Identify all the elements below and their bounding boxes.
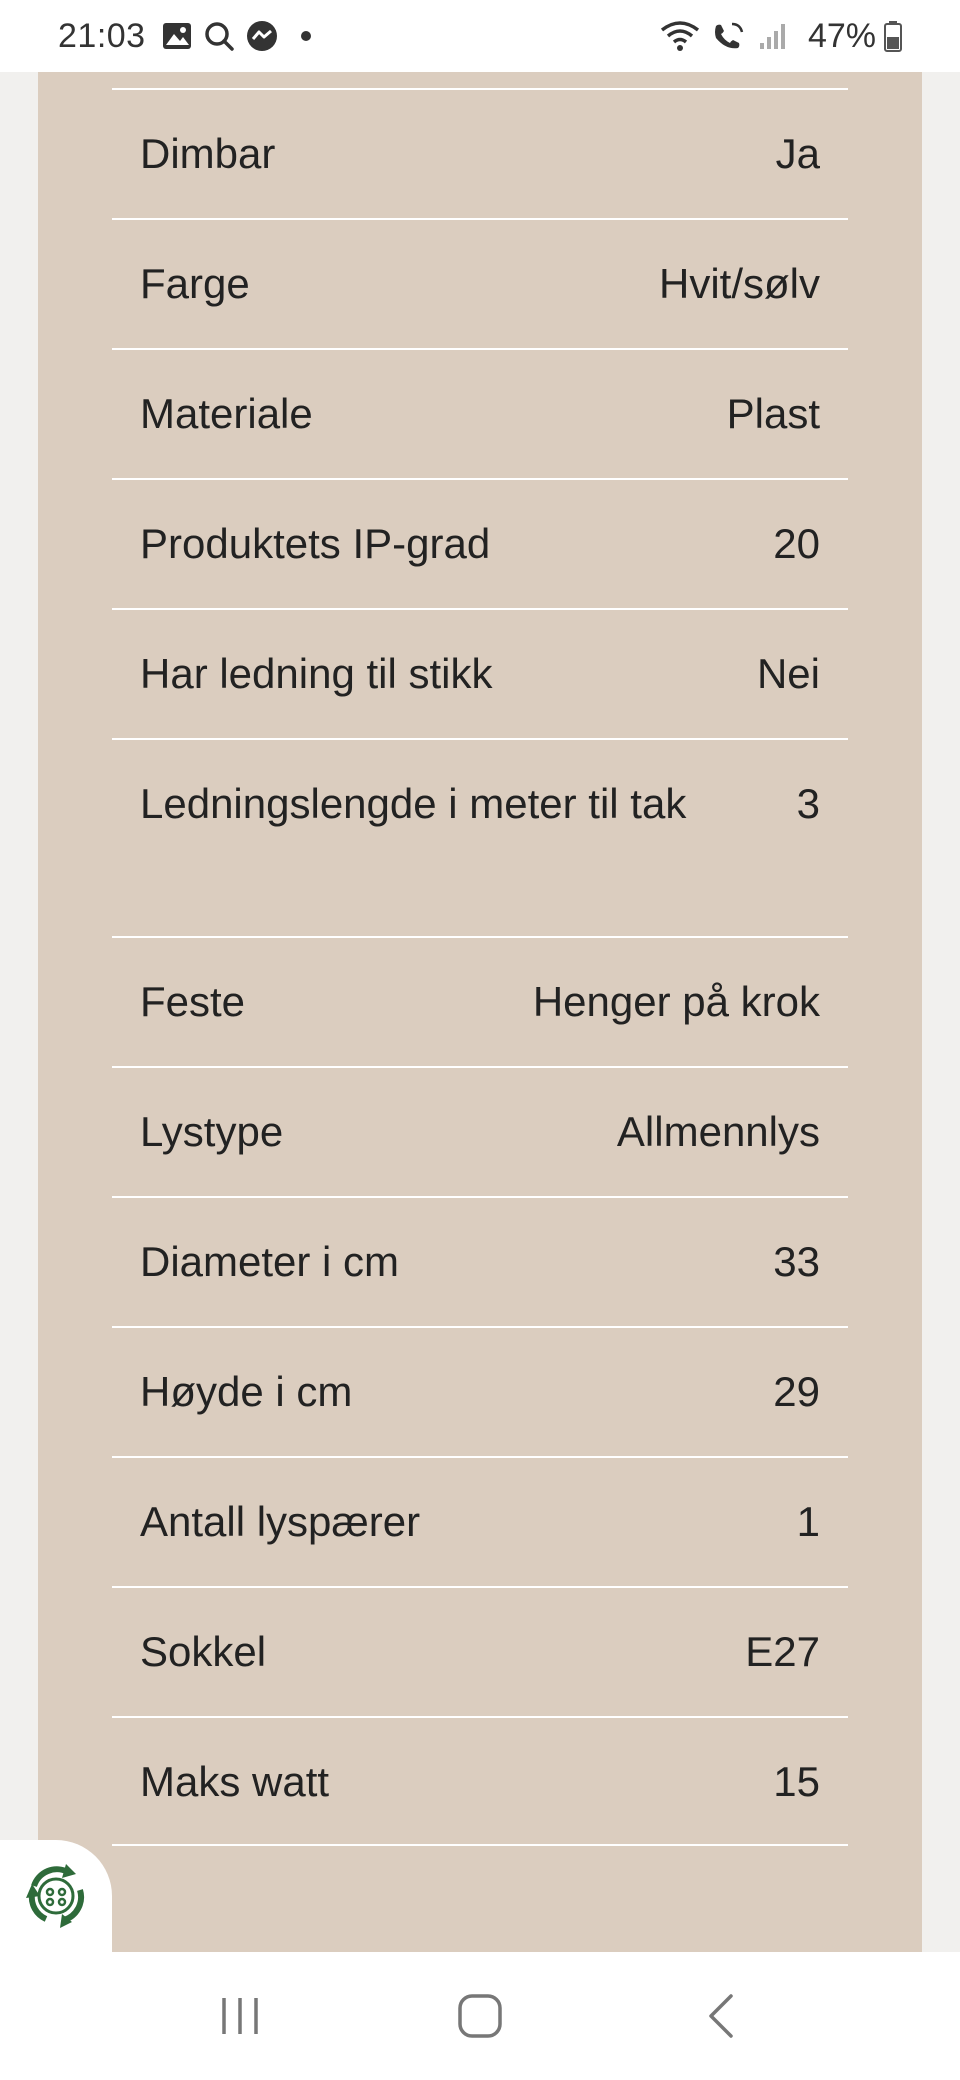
status-time: 21:03 [58,16,146,55]
back-icon [705,1993,735,2039]
spec-row [112,1586,848,1716]
spec-value: 3 [796,780,820,827]
back-button[interactable] [660,1976,780,2056]
spec-label: Produktets IP-grad [140,520,491,567]
spec-value: E27 [745,1628,820,1675]
spec-row [112,348,848,478]
spec-label: Høyde i cm [140,1368,353,1415]
home-icon [457,1993,503,2039]
wifi-calling-icon [712,20,746,52]
spec-row [112,936,848,1066]
spec-value: 29 [773,1368,820,1415]
spec-row [112,478,848,608]
spec-label: Antall lyspærer [140,1498,421,1545]
spec-label: Farge [140,260,250,307]
signal-icon [758,21,788,51]
product-spec-panel [38,72,922,1952]
spec-label: Dimbar [140,130,276,177]
spec-row [112,608,848,738]
spec-label: Diameter i cm [140,1238,400,1285]
spec-label: Har ledning til stikk [140,650,493,697]
recent-apps-icon [218,1996,262,2036]
spec-row [112,1716,848,1846]
search-icon [204,21,234,51]
spec-value: Nei [756,650,820,697]
spec-row [112,88,848,218]
spec-value: 33 [773,1238,820,1285]
spec-value: Henger på krok [532,978,820,1025]
spec-label: Feste [140,978,246,1025]
messenger-icon [246,20,278,52]
spec-row [112,738,848,936]
spec-row [112,1326,848,1456]
spec-label: Lystype [140,1108,284,1155]
home-button[interactable] [420,1976,540,2056]
gallery-icon [162,22,192,50]
recycle-badge[interactable] [0,1840,112,1952]
spec-row [112,1066,848,1196]
navigation-bar [0,1952,960,2080]
spec-value: 1 [796,1498,820,1545]
spec-value: Allmennlys [616,1108,820,1155]
spec-row [112,1196,848,1326]
spec-value: 20 [773,520,820,567]
spec-value: 15 [773,1758,820,1805]
spec-value: Ja [775,130,820,177]
spec-label: Maks watt [140,1758,330,1805]
spec-row [112,1456,848,1586]
recycle-icon [16,1856,96,1936]
spec-label: Materiale [140,390,313,437]
spec-value: Plast [726,390,820,437]
battery-percentage: 47% [807,16,876,55]
spec-label: Sokkel [140,1628,267,1675]
dot-icon [300,30,312,42]
status-bar [0,0,960,72]
spec-value: Hvit/sølv [659,260,820,307]
status-right [660,17,902,56]
wifi-icon [660,20,700,52]
status-left [58,17,324,56]
spec-list [112,88,848,1846]
recent-apps-button[interactable] [180,1976,300,2056]
spec-label: Ledningslengde i meter til tak [140,780,687,827]
battery-icon [884,20,902,52]
spec-row [112,218,848,348]
